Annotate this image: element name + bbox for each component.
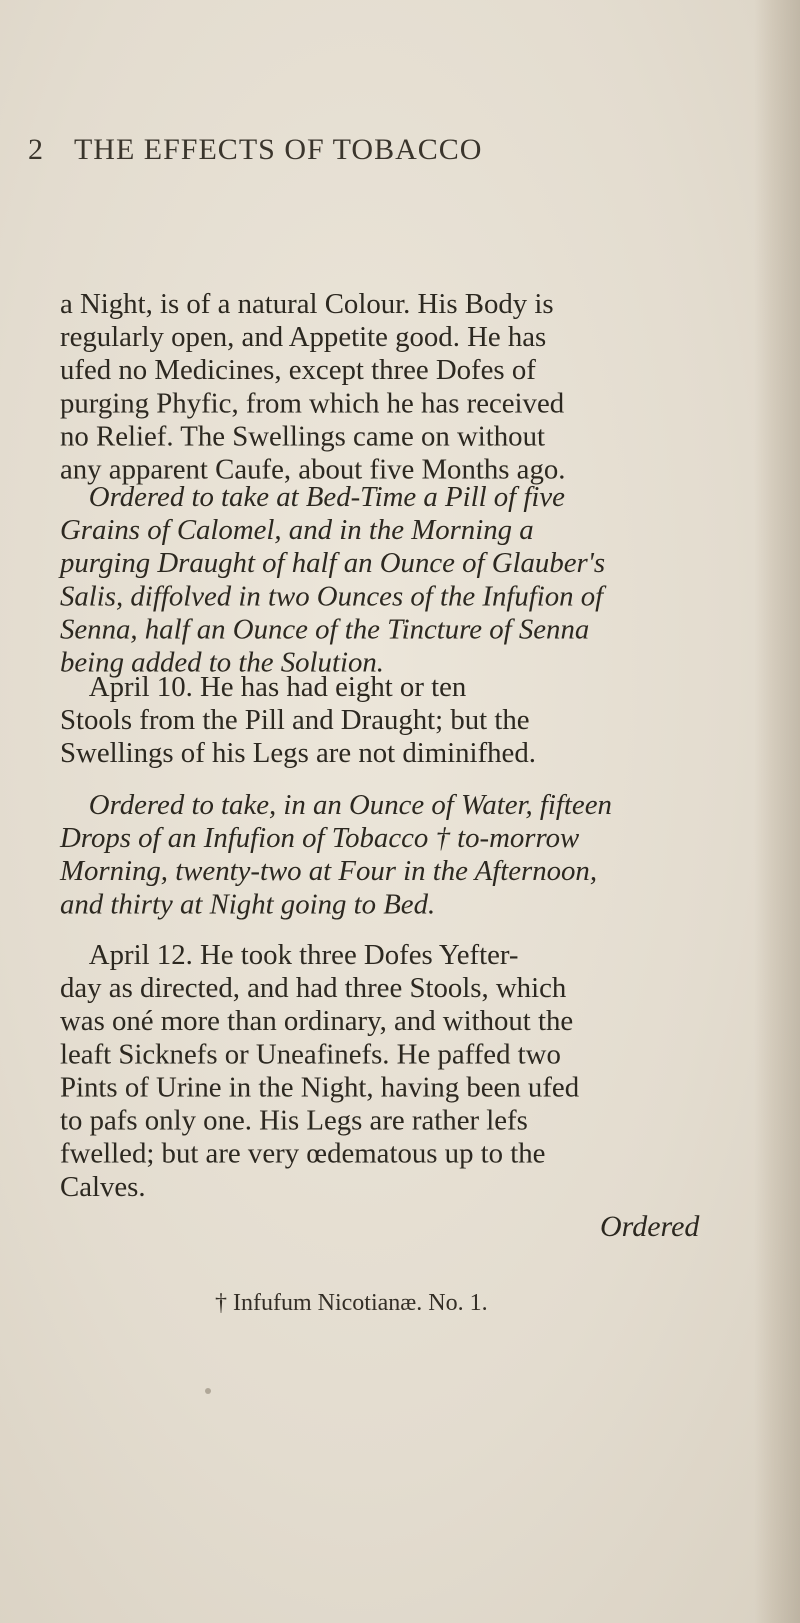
text-line: Stools from the Pill and Draught; but the [60, 703, 530, 736]
running-title: THE EFFECTS OF TOBACCO [73, 133, 483, 166]
catchword: Ordered [600, 1210, 700, 1243]
text-line: day as directed, and had three Stools, which [60, 971, 567, 1004]
running-header [28, 133, 708, 181]
text-line: leaft Sicknefs or Uneafinefs. He paffed two [60, 1037, 561, 1070]
text-line: purging Draught of half an Ounce of Glauber's [60, 546, 606, 579]
page-edge-shadow [754, 0, 800, 1623]
text-line: any apparent Caufe, about five Months ago. [60, 452, 566, 485]
text-line: Swellings of his Legs are not diminifhed. [60, 736, 536, 769]
text-line: Morning, twenty-two at Four in the Afternoon, [60, 854, 598, 887]
text-line: April 12. He took three Dofes Yefter- [88, 938, 519, 971]
text-line: Grains of Calomel, and in the Morning a [60, 513, 534, 546]
text-line: and thirty at Night going to Bed. [60, 887, 436, 920]
paragraph-april-12 [60, 938, 580, 1203]
paragraph-order-tobacco [60, 788, 612, 920]
text-line: Ordered to take at Bed-Time a Pill of five [88, 480, 565, 513]
text-line: fwelled; but are very œdematous up to the [60, 1136, 546, 1170]
footnote: † Infufum Nicotianæ. No. 1. [215, 1290, 488, 1316]
paragraph-case-description [60, 287, 566, 486]
text-line: ufed no Medicines, except three Dofes of [60, 353, 536, 386]
text-line: April 10. He has had eight or ten [88, 670, 467, 703]
paragraph-order-calomel [60, 480, 606, 679]
text-line: Ordered to take, in an Ounce of Water, fifteen [88, 788, 612, 821]
text-line: purging Phyfic, from which he has received [60, 386, 565, 419]
text-line: being added to the Solution. [60, 645, 384, 678]
text-line: Salis, diffolved in two Ounces of the Infufion of [60, 579, 604, 612]
text-line: to pafs only one. His Legs are rather lefs [60, 1103, 528, 1136]
page-number: 2 [28, 133, 44, 166]
paragraph-april-10 [60, 670, 535, 769]
text-line: regularly open, and Appetite good. He has [60, 320, 547, 353]
text-line: Drops of an Infufion of Tobacco † to-morrow [60, 821, 580, 854]
ink-speck [205, 1388, 211, 1394]
text-line: no Relief. The Swellings came on without [60, 419, 545, 452]
text-line: Senna, half an Ounce of the Tincture of Senna [60, 612, 590, 645]
text-line: a Night, is of a natural Colour. His Body is [60, 287, 554, 320]
text-line: Calves. [60, 1169, 146, 1203]
text-line: Pints of Urine in the Night, having been ufed [60, 1070, 580, 1103]
text-line: was oné more than ordinary, and without the [60, 1004, 574, 1037]
